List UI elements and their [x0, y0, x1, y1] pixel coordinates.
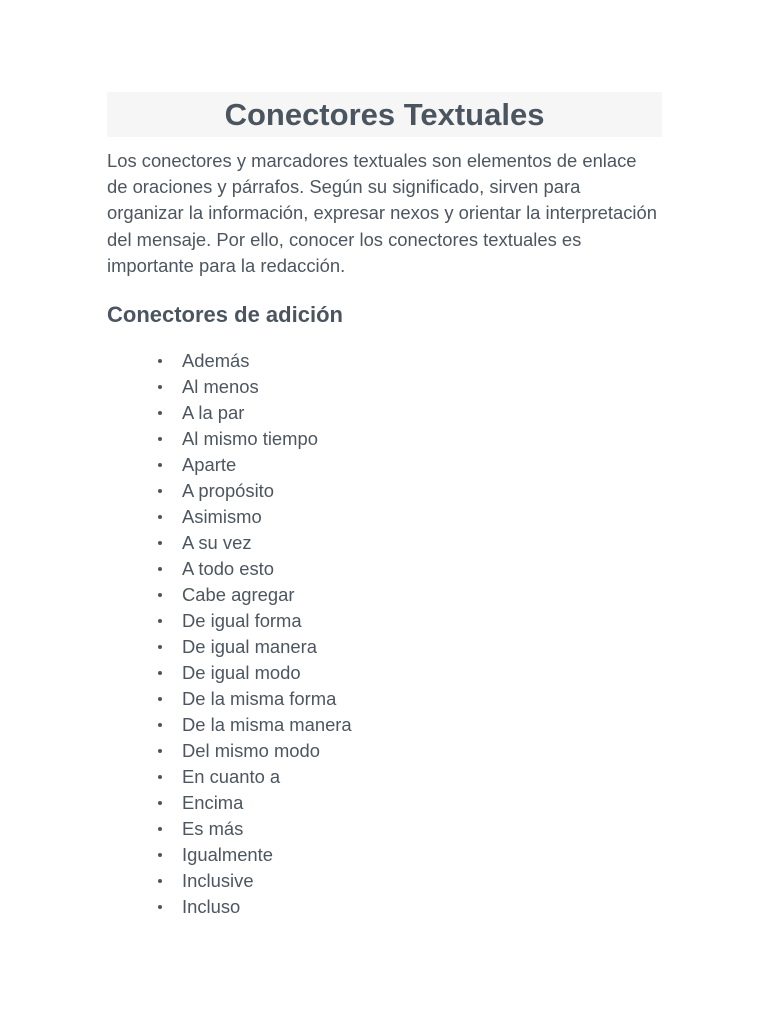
list-item-label: Al menos [182, 376, 259, 398]
bullet-icon [158, 359, 162, 363]
list-item-label: Aparte [182, 454, 237, 476]
list-item [107, 426, 662, 452]
list-item [107, 478, 662, 504]
list-item [107, 582, 662, 608]
bullet-icon [158, 723, 162, 727]
list-item [107, 894, 662, 920]
list-item-label: Al mismo tiempo [182, 428, 318, 450]
bullet-icon [158, 879, 162, 883]
list-item-label: A todo esto [182, 558, 275, 580]
connector-list [107, 348, 662, 920]
list-item-label: De igual modo [182, 662, 301, 684]
bullet-icon [158, 749, 162, 753]
list-item [107, 348, 662, 374]
bullet-icon [158, 619, 162, 623]
list-item [107, 634, 662, 660]
list-item [107, 764, 662, 790]
bullet-icon [158, 827, 162, 831]
bullet-icon [158, 775, 162, 779]
list-item [107, 738, 662, 764]
list-item [107, 504, 662, 530]
list-item [107, 842, 662, 868]
list-item-label: De la misma forma [182, 688, 337, 710]
bullet-icon [158, 463, 162, 467]
list-item [107, 712, 662, 738]
list-item-label: Incluso [182, 896, 241, 918]
list-item-label: De igual forma [182, 610, 302, 632]
list-item [107, 400, 662, 426]
bullet-icon [158, 567, 162, 571]
list-item-label: A propósito [182, 480, 275, 502]
document-page [107, 92, 662, 920]
bullet-icon [158, 437, 162, 441]
list-item-label: De igual manera [182, 636, 317, 658]
list-item [107, 660, 662, 686]
list-item-label: Inclusive [182, 870, 254, 892]
bullet-icon [158, 489, 162, 493]
bullet-icon [158, 411, 162, 415]
bullet-icon [158, 801, 162, 805]
list-item-label: A su vez [182, 532, 252, 554]
page-title: Conectores Textuales [224, 97, 545, 132]
list-item-label: De la misma manera [182, 714, 352, 736]
list-item-label: A la par [182, 402, 245, 424]
title-bar [107, 92, 662, 137]
list-item-label: Además [182, 350, 250, 372]
list-item [107, 374, 662, 400]
list-item [107, 686, 662, 712]
list-item-label: Es más [182, 818, 244, 840]
list-item [107, 868, 662, 894]
bullet-icon [158, 853, 162, 857]
bullet-icon [158, 515, 162, 519]
intro-paragraph: Los conectores y marcadores textuales son elementos de enlace de oraciones y párrafos. Según su significado, sirven para organizar la información, expresar nexos y orientar la interpretación del mensaje. Por ello, conocer los conectores textuales es importante para la redacción. [107, 150, 657, 276]
list-item [107, 608, 662, 634]
bullet-icon [158, 671, 162, 675]
list-item-label: En cuanto a [182, 766, 281, 788]
list-item-label: Asimismo [182, 506, 262, 528]
bullet-icon [158, 541, 162, 545]
list-item-label: Encima [182, 792, 244, 814]
list-item [107, 530, 662, 556]
bullet-icon [158, 697, 162, 701]
list-item-label: Del mismo modo [182, 740, 320, 762]
bullet-icon [158, 593, 162, 597]
list-item-label: Igualmente [182, 844, 273, 866]
list-item [107, 556, 662, 582]
bullet-icon [158, 385, 162, 389]
bullet-icon [158, 905, 162, 909]
list-item [107, 790, 662, 816]
section-heading: Conectores de adición [107, 302, 343, 328]
list-item-label: Cabe agregar [182, 584, 295, 606]
list-item [107, 452, 662, 478]
list-item [107, 816, 662, 842]
bullet-icon [158, 645, 162, 649]
